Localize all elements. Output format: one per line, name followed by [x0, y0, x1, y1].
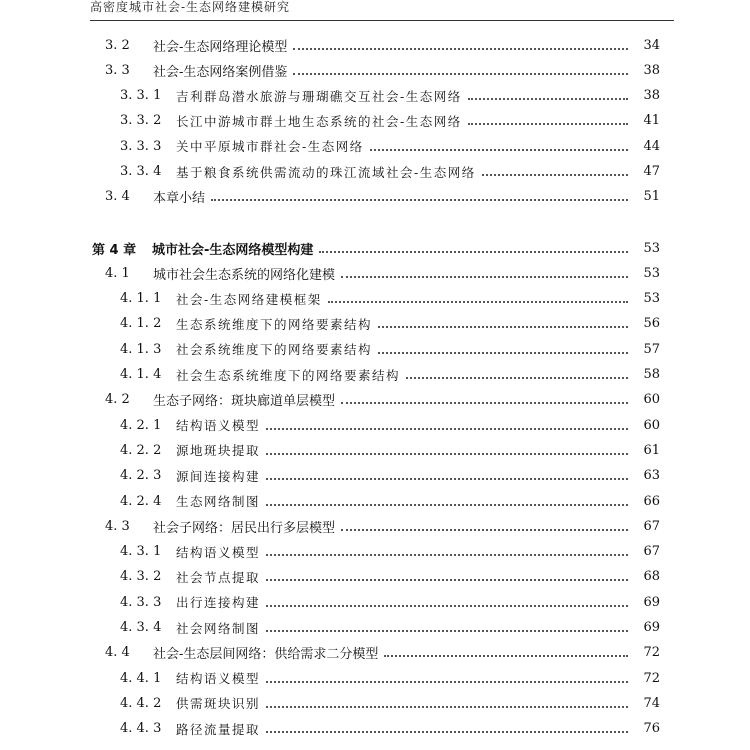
header-rule [90, 20, 674, 21]
toc-entry-title: 城市社会生态系统的网络化建模 [153, 267, 336, 283]
dot-leader [266, 553, 628, 556]
dot-leader [384, 654, 628, 657]
toc-entry-page: 66 [643, 493, 660, 509]
toc-entry-page: 34 [643, 37, 660, 53]
toc-entry[interactable] [120, 161, 660, 183]
toc-entry-title: 社会-生态网络建模框架 [176, 291, 322, 307]
toc-entry-page: 44 [643, 138, 660, 154]
toc-entry[interactable] [120, 667, 660, 689]
dot-leader [266, 680, 628, 683]
toc-entry-title: 社会-生态网络案例借鉴 [153, 64, 288, 80]
dot-leader [468, 122, 628, 125]
toc-entry[interactable] [120, 364, 660, 386]
dot-leader [341, 401, 628, 404]
dot-leader [370, 148, 628, 151]
dot-leader [266, 629, 628, 632]
toc-entry-page: 69 [643, 620, 660, 635]
dot-leader [482, 173, 628, 176]
toc-entry-page: 57 [643, 341, 660, 357]
toc-entry-number: 4. 3. 3 [120, 594, 162, 610]
toc-entry-title: 结构语义模型 [176, 671, 261, 687]
toc-entry-number: 4. 2 [105, 392, 130, 408]
toc-entry-number: 4. 3. 2 [120, 569, 162, 585]
dot-leader [293, 72, 628, 75]
toc-entry-page: 61 [643, 442, 660, 458]
toc-entry-page: 67 [643, 544, 660, 560]
toc-entry[interactable] [120, 85, 660, 107]
toc-entry[interactable] [105, 389, 660, 411]
toc-entry[interactable] [120, 414, 660, 436]
toc-entry[interactable] [120, 135, 660, 157]
running-header: 高密度城市社会-生态网络建模研究 [90, 0, 291, 14]
toc-entry-page: 76 [643, 721, 660, 737]
dot-leader [293, 47, 628, 50]
toc-entry-title: 本章小结 [153, 191, 206, 207]
toc-entry-number: 4. 1. 2 [120, 316, 162, 332]
toc-entry[interactable] [120, 718, 660, 740]
toc-entry[interactable] [105, 186, 660, 208]
toc-entry-title: 源地斑块提取 [176, 443, 261, 459]
toc-entry-page: 60 [643, 392, 660, 408]
toc-entry[interactable] [105, 642, 660, 664]
toc-entry[interactable] [120, 439, 660, 461]
toc-entry-number: 3. 3 [105, 62, 130, 78]
dot-leader [266, 452, 628, 455]
toc-entry-page: 56 [643, 316, 660, 332]
toc-entry-title: 吉利群岛潜水旅游与珊瑚礁交互社会-生态网络 [176, 88, 462, 104]
toc-entry-page: 67 [643, 518, 660, 534]
toc-entry[interactable] [120, 566, 660, 588]
toc-entry-number: 4. 2. 2 [120, 442, 162, 458]
toc-entry-number: 4. 2. 4 [120, 493, 162, 509]
dot-leader [328, 300, 628, 303]
toc-entry-page: 53 [643, 291, 660, 307]
dot-leader [378, 351, 628, 354]
toc-entry-title: 社会节点提取 [176, 569, 261, 585]
toc-entry-number: 3. 3. 1 [120, 88, 162, 104]
toc-entry-title: 出行连接构建 [176, 595, 261, 611]
toc-entry-title: 供需斑块识别 [176, 696, 261, 712]
toc-entry[interactable] [120, 338, 660, 360]
dot-leader [211, 198, 628, 201]
dot-leader [266, 477, 628, 480]
dot-leader [319, 250, 628, 253]
dot-leader [406, 376, 628, 379]
toc-entry-title: 社会生态系统维度下的网络要素结构 [176, 367, 401, 383]
toc-entry-page: 51 [643, 189, 660, 205]
toc-entry-title: 结构语义模型 [176, 418, 261, 434]
toc-entry-page: 53 [643, 265, 660, 281]
toc-entry-number: 4. 3. 4 [120, 620, 162, 635]
toc-entry-title: 社会系统维度下的网络要素结构 [176, 342, 373, 358]
toc-entry-number: 4. 1. 1 [120, 291, 162, 307]
dot-leader [266, 427, 628, 430]
dot-leader [266, 604, 628, 607]
toc-entry[interactable] [120, 617, 660, 639]
dot-leader [266, 503, 628, 506]
toc-entry-title: 社会网络制图 [176, 620, 261, 636]
toc-entry-title: 结构语义模型 [176, 544, 261, 560]
dot-leader [341, 528, 628, 531]
toc-entry-page: 74 [643, 695, 660, 711]
toc-entry-page: 69 [643, 594, 660, 610]
toc-entry[interactable] [120, 313, 660, 335]
toc-entry-number: 4. 1. 4 [120, 367, 162, 382]
toc-entry-number: 3. 3. 4 [120, 164, 162, 179]
toc-entry-title: 城市社会-生态网络模型构建 [152, 242, 314, 258]
dot-leader [266, 730, 628, 733]
toc-entry-title: 社会子网络：居民出行多层模型 [153, 520, 336, 536]
toc-entry-number: 4. 1. 3 [120, 341, 162, 357]
toc-entry[interactable] [105, 59, 660, 81]
dot-leader [341, 275, 628, 278]
toc-entry-number: 4. 2. 3 [120, 468, 162, 484]
toc-entry-page: 53 [643, 240, 660, 256]
toc-entry[interactable] [120, 465, 660, 487]
toc-entry-page: 72 [643, 670, 660, 686]
toc-entry-page: 58 [643, 367, 660, 382]
dot-leader [266, 705, 628, 708]
toc-entry-title: 源间连接构建 [176, 468, 261, 484]
toc-entry-number: 第 4 章 [92, 242, 137, 258]
toc-entry[interactable] [120, 288, 660, 310]
toc-entry-page: 63 [643, 468, 660, 484]
toc-entry-number: 4. 2. 1 [120, 417, 162, 433]
toc-entry[interactable] [92, 237, 660, 259]
toc-entry-title: 社会-生态层间网络：供给需求二分模型 [153, 647, 379, 663]
toc-entry-number: 4. 3. 1 [120, 544, 162, 560]
toc-entry-title: 路径流量提取 [176, 721, 261, 737]
toc-entry-page: 72 [643, 645, 660, 661]
toc-entry-number: 4. 4. 1 [120, 670, 162, 686]
toc-entry-number: 4. 4 [105, 645, 130, 661]
toc-entry-number: 4. 4. 2 [120, 695, 162, 711]
dot-leader [378, 325, 628, 328]
toc-entry-title: 社会-生态网络理论模型 [153, 39, 288, 55]
toc-entry-page: 38 [643, 88, 660, 104]
toc-entry-page: 68 [643, 569, 660, 585]
toc-entry-number: 3. 3. 2 [120, 113, 162, 129]
toc-entry-number: 3. 4 [105, 189, 130, 205]
toc-entry[interactable] [120, 541, 660, 563]
toc-entry-number: 3. 3. 3 [120, 138, 162, 154]
toc-entry-number: 4. 3 [105, 518, 130, 534]
toc-entry-title: 关中平原城市群社会-生态网络 [176, 139, 364, 155]
toc-entry-title: 基于粮食系统供需流动的珠江流域社会-生态网络 [176, 164, 476, 180]
toc-entry[interactable] [105, 515, 660, 537]
toc-entry-page: 47 [643, 164, 660, 179]
dot-leader [468, 97, 628, 100]
toc-entry[interactable] [105, 34, 660, 56]
toc-entry-title: 生态子网络：斑块廊道单层模型 [153, 394, 336, 410]
toc-entry[interactable] [120, 692, 660, 714]
toc-entry-title: 生态网络制图 [176, 494, 261, 509]
toc-entry[interactable] [105, 262, 660, 284]
toc-entry-title: 生态系统维度下的网络要素结构 [176, 316, 373, 332]
toc-entry-number: 4. 4. 3 [120, 721, 162, 737]
toc-entry[interactable] [120, 110, 660, 132]
dot-leader [266, 578, 628, 581]
toc-entry-title: 长江中游城市群土地生态系统的社会-生态网络 [176, 113, 462, 129]
toc-entry[interactable] [120, 490, 660, 512]
toc-entry-page: 41 [643, 113, 660, 129]
toc-entry-page: 60 [643, 417, 660, 433]
toc-entry-page: 38 [643, 62, 660, 78]
toc-entry-number: 3. 2 [105, 37, 130, 53]
toc-entry-number: 4. 1 [105, 265, 130, 281]
toc-entry[interactable] [120, 591, 660, 613]
